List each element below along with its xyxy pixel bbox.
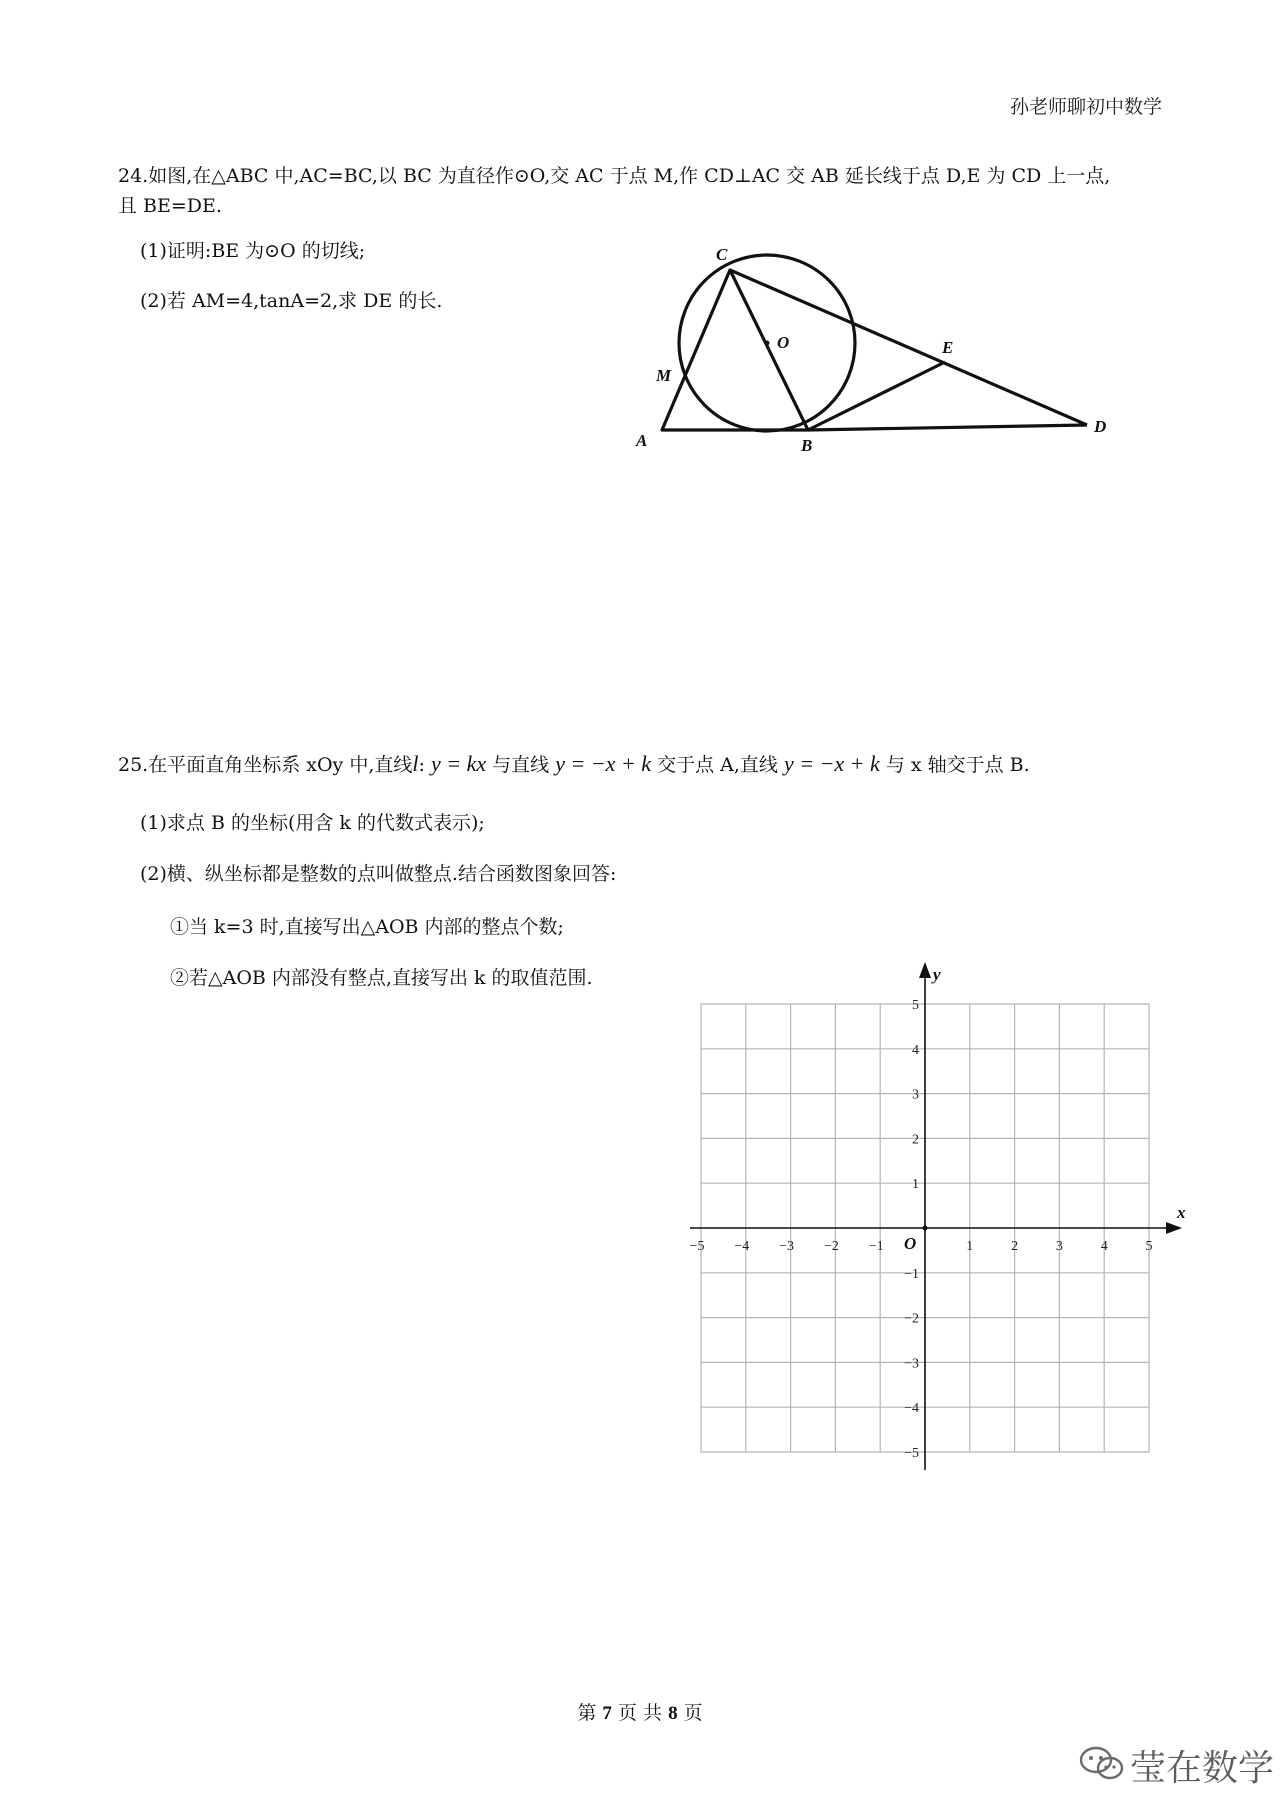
y-tick-label: 4 [912, 1042, 919, 1058]
q25-part1: (1)求点 B 的坐标(用含 k 的代数式表示); [140, 812, 485, 834]
q25-part2: (2)横、纵坐标都是整数的点叫做整点.结合函数图象回答: [140, 863, 617, 885]
footer-mid: 页 共 [617, 1702, 663, 1724]
footer-page-number: 7 [602, 1703, 612, 1724]
q25-suffix: 与 x 轴交于点 B. [885, 754, 1030, 776]
center-o-dot [765, 341, 770, 346]
q25-stem [118, 750, 1030, 779]
q25-sub1: ①当 k=3 时,直接写出△AOB 内部的整点个数; [170, 916, 564, 938]
q25-sub2: ②若△AOB 内部没有整点,直接写出 k 的取值范围. [170, 967, 593, 989]
wechat-icon [1078, 1744, 1126, 1784]
x-axis-label: x [1177, 1203, 1186, 1222]
label-c: C [716, 245, 728, 264]
x-tick-label: −3 [779, 1239, 795, 1254]
x-tick-label: 1 [966, 1239, 974, 1254]
q25-mid1: 与直线 [492, 754, 550, 776]
y-axis-label: y [933, 965, 941, 984]
q25-eq2: y = −x + k [555, 751, 652, 776]
y-tick-label: 2 [912, 1132, 919, 1148]
q25-colon: : [418, 754, 425, 776]
y-tick-label: 3 [912, 1087, 919, 1103]
q24-part2: (2)若 AM=4,tanA=2,求 DE 的长. [140, 290, 443, 312]
y-tick-label: −2 [904, 1311, 919, 1327]
x-axis-arrow [1166, 1222, 1182, 1234]
origin-label: O [904, 1234, 917, 1253]
q24-part1: (1)证明:BE 为⊙O 的切线; [140, 240, 366, 262]
origin-dot [923, 1226, 928, 1231]
watermark-text: 莹在数学 [1130, 1748, 1275, 1789]
page-header-title: 孙老师聊初中数学 [1010, 96, 1163, 118]
y-tick-label: −1 [904, 1266, 919, 1282]
q24-geometry-figure [600, 230, 1120, 470]
y-tick-label: −3 [904, 1356, 919, 1372]
q24-stem-line1: 24.如图,在△ABC 中,AC=BC,以 BC 为直径作⊙O,交 AC 于点 M,作 CD⊥AC 交 AB 延长线于点 D,E 为 CD 上一点, [118, 165, 1111, 187]
label-d: D [1094, 417, 1107, 436]
q25-line-l: l [412, 751, 419, 776]
x-tick-label: −5 [689, 1239, 705, 1254]
x-tick-label: −4 [734, 1239, 750, 1254]
x-tick-label: −2 [823, 1239, 839, 1254]
q25-coordinate-grid [680, 960, 1200, 1480]
label-a: A [636, 431, 648, 450]
y-tick-label: 5 [912, 998, 919, 1013]
q25-mid2: 交于点 A,直线 [657, 754, 778, 776]
y-tick-label: −5 [904, 1446, 919, 1461]
q24-stem-line2: 且 BE=DE. [118, 195, 222, 217]
q25-eq3: y = −x + k [783, 751, 880, 776]
footer-suffix: 页 [683, 1702, 703, 1724]
q25-eq1: y = kx [430, 751, 487, 776]
label-m: M [656, 366, 672, 385]
footer-total-pages: 8 [668, 1703, 678, 1724]
page-footer [0, 1698, 1280, 1725]
x-tick-label: 4 [1100, 1239, 1108, 1254]
y-axis-arrow [919, 962, 931, 978]
footer-prefix: 第 [577, 1702, 597, 1724]
y-tick-label: −4 [904, 1401, 919, 1417]
watermark [1078, 1738, 1278, 1798]
label-o: O [777, 333, 790, 352]
label-e: E [942, 338, 954, 357]
x-tick-label: −1 [868, 1239, 884, 1254]
y-tick-label: 1 [912, 1177, 919, 1193]
label-b: B [801, 436, 813, 455]
x-tick-label: 2 [1011, 1239, 1019, 1254]
segment-be [808, 362, 945, 430]
x-tick-label: 5 [1145, 1239, 1153, 1254]
x-tick-label: 3 [1055, 1239, 1063, 1254]
q25-stem-prefix: 25.在平面直角坐标系 xOy 中,直线 [118, 754, 413, 776]
segment-bd [808, 425, 1087, 430]
